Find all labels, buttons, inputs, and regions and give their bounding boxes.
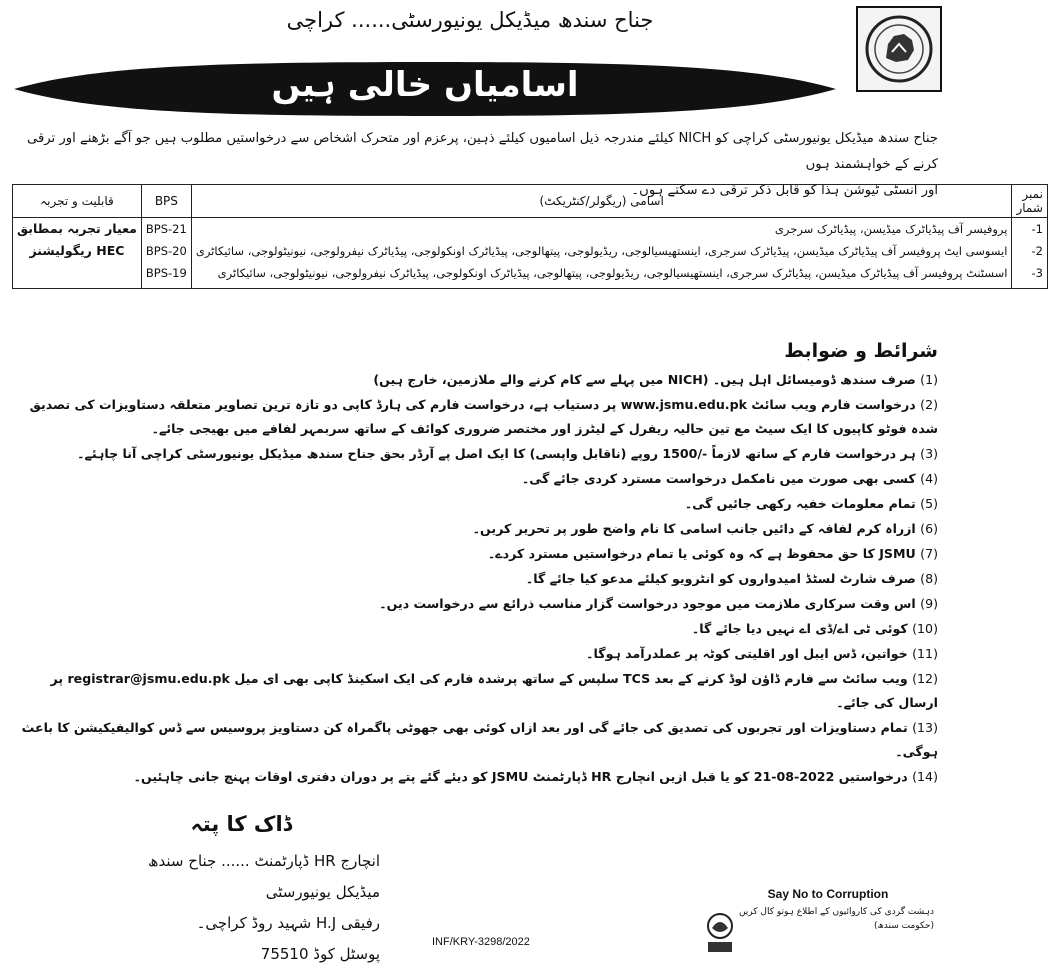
- qualification-line-2: HEC ریگولیشنز: [29, 243, 125, 258]
- serial-1: 1-: [1031, 222, 1043, 236]
- term-number: (2): [920, 397, 938, 412]
- qualification-cell: [13, 218, 142, 289]
- qualification-line-1: معیار تجربہ بمطابق: [17, 221, 137, 236]
- helpline-note: دہشت گردی کی کاروائیوں کے اطلاع ہوتو کال کریں (حکومت سندھ): [738, 907, 934, 931]
- vacancies-table: [12, 184, 1048, 289]
- term-item: [8, 567, 938, 591]
- term-text: کسی بھی صورت میں نامکمل درخواست مسترد کردی جائے گی۔: [521, 471, 916, 486]
- term-number: (12): [912, 671, 938, 686]
- term-number: (10): [912, 621, 938, 636]
- term-item: [8, 617, 938, 641]
- term-text: خواتین، ڈس ایبل اور اقلیتی کوٹہ پر عملدرآمد ہوگا۔: [586, 646, 908, 661]
- sindh-government-icon: [700, 908, 740, 958]
- term-text: درخواست فارم ویب سائٹ www.jsmu.edu.pk پر دستیاب ہے، درخواست فارم کی ہارڈ کاپی دو تازہ ترین تصاویر متعلقہ دستاویزات کی تصدیق شدہ فوٹو کاپیوں کا ایک سیٹ مع تین حالیہ ریفرل کے لیٹرز اور مختصر ضروری کوائف کے ساتھ سربمہر لفافے میں بھیجی جائے۔: [29, 397, 938, 436]
- postal-address: [110, 846, 380, 970]
- term-item: [8, 592, 938, 616]
- term-item: [8, 492, 938, 516]
- term-item: [8, 368, 938, 392]
- term-item: [8, 393, 938, 441]
- table-body-row: [13, 218, 1048, 289]
- term-text: ویب سائٹ سے فارم ڈاؤن لوڈ کرنے کے بعد TCS سلپس کے ساتھ پرشدہ فارم کی ایک اسکینڈ کاپی بھی ای میل registrar@jsmu.edu.pk پر ارسال کی جائے۔: [50, 671, 938, 710]
- term-number: (11): [912, 646, 938, 661]
- term-item: [8, 442, 938, 466]
- term-number: (4): [920, 471, 938, 486]
- table-header-row: [13, 185, 1048, 218]
- vacancy-title: اسامیاں خالی ہیں: [271, 65, 579, 105]
- term-text: کوئی ٹی اے/ڈی اے نہیں دیا جائے گا۔: [691, 621, 908, 636]
- term-text: صرف شارٹ لسٹڈ امیدواروں کو انٹرویو کیلئے مدعو کیا جائے گا۔: [525, 571, 916, 586]
- serial-2: 2-: [1031, 244, 1043, 258]
- term-number: (7): [920, 546, 938, 561]
- serial-cell: [1012, 218, 1047, 289]
- post-1: پروفیسر آف پیڈیاٹرک میڈیسن، پیڈیاٹرک سرجری: [774, 222, 1008, 236]
- term-number: (9): [920, 596, 938, 611]
- term-item: [8, 642, 938, 666]
- term-text: درخواستیں 2022-08-21 کو یا قبل ازیں انچارج HR ڈپارٹمنٹ JSMU کو دیئے گئے پتے پر دوران دفتری اوقات پہنچ جانی چاہئیں۔: [133, 769, 908, 784]
- term-text: ہر درخواست فارم کے ساتھ لازماً -/1500 روپے (ناقابل واپسی) کا ایک اصل پے آرڈر بحق جناح سندھ میڈیکل یونیورسٹی کراچی آنا چاہئے۔: [77, 446, 916, 461]
- serial-3: 3-: [1031, 266, 1043, 280]
- intro-line-1: جناح سندھ میڈیکل یونیورسٹی کراچی کو NICH کیلئے مندرجہ ذیل اسامیوں کیلئے ذہین، پرعزم اور متحرک اشخاص سے درخواستیں مطلوب ہیں جو آگے بڑھنے اور ترقی کرنے کے خواہشمند ہوں: [26, 131, 938, 172]
- term-item: [8, 467, 938, 491]
- term-number: (5): [920, 496, 938, 511]
- term-item: [8, 542, 938, 566]
- post-3: اسسٹنٹ پروفیسر آف پیڈیاٹرک میڈیسن، پیڈیاٹرک سرجری، اینستھیسیالوجی، ریڈیولوجی، پیتھالوجی، پیڈیاٹرک اونکولوجی، پیڈیاٹرک نیفرولوجی، نیونیٹولوجی، سائیکاٹری: [217, 266, 1008, 280]
- term-number: (6): [920, 521, 938, 536]
- header-qualification: قابلیت و تجربہ: [13, 185, 142, 218]
- bps-3: BPS-19: [145, 266, 187, 280]
- header-posts: اسامی (ریگولر/کنٹریکٹ): [191, 185, 1012, 218]
- university-crest-icon: [864, 14, 934, 84]
- term-number: (3): [920, 446, 938, 461]
- term-item: [8, 517, 938, 541]
- term-number: (14): [912, 769, 938, 784]
- intro-line-2: اور انسٹی ٹیوشن ہذا کو قابل ذکر ترقی دے سکتے ہوں۔: [631, 183, 938, 198]
- term-item: [8, 667, 938, 715]
- terms-heading: شرائط و ضوابط: [784, 340, 938, 362]
- term-number: (13): [912, 720, 938, 735]
- term-text: تمام معلومات خفیہ رکھی جائیں گی۔: [684, 496, 916, 511]
- header-bps: BPS: [141, 185, 191, 218]
- term-text: ازراہ کرم لفافہ کے دائیں جانب اسامی کا نام واضح طور پر تحریر کریں۔: [472, 521, 916, 536]
- anti-corruption-slogan: Say No to Corruption: [767, 887, 889, 901]
- bps-cell: [141, 218, 191, 289]
- postal-address-heading: ڈاک کا پتہ: [190, 812, 292, 836]
- term-text: صرف سندھ ڈومیسائل اہل ہیں۔ (NICH میں پہلے سے کام کرنے والے ملازمین، خارج ہیں): [373, 372, 916, 387]
- header-serial: نمبر شمار: [1012, 185, 1047, 218]
- address-line-1: انچارج HR ڈپارٹمنٹ ...... جناح سندھ میڈیکل یونیورسٹی: [148, 852, 380, 901]
- university-logo: [856, 6, 942, 92]
- terms-list: [8, 368, 938, 790]
- posts-cell: [191, 218, 1012, 289]
- address-line-2: رفیقی H.J شہید روڈ کراچی۔: [196, 914, 380, 932]
- term-number: (1): [920, 372, 938, 387]
- reference-number: INF/KRY-3298/2022: [432, 936, 530, 948]
- term-text: JSMU کا حق محفوظ ہے کہ وہ کوئی یا تمام درخواستیں مسترد کردے۔: [487, 546, 916, 561]
- bps-1: BPS-21: [145, 222, 187, 236]
- vacancy-banner: [14, 60, 836, 118]
- university-name: جناح سندھ میڈیکل یونیورسٹی...... کراچی: [286, 8, 654, 32]
- term-text: تمام دستاویزات اور تجربوں کی تصدیق کی جائے گی اور بعد ازاں کوئی بھی جھوٹی پاگمراہ کن دستاویز پروسیس سے ڈس کوالیفیکیشن کا باعث ہوگی۔: [21, 720, 938, 759]
- term-item: [8, 765, 938, 789]
- term-text: اس وقت سرکاری ملازمت میں موجود درخواست گزار مناسب ذرائع سے درخواست دیں۔: [379, 596, 916, 611]
- term-item: [8, 716, 938, 764]
- term-number: (8): [920, 571, 938, 586]
- post-2: ایسوسی ایٹ پروفیسر آف پیڈیاٹرک میڈیسن، پیڈیاٹرک سرجری، اینستھیسیالوجی، ریڈیولوجی، پیتھالوجی، پیڈیاٹرک اونکولوجی، پیڈیاٹرک نیفرولوجی، نیونیٹولوجی، سائیکاٹری: [195, 244, 1008, 258]
- address-line-3: پوسٹل کوڈ 75510: [260, 945, 380, 963]
- bps-2: BPS-20: [145, 244, 187, 258]
